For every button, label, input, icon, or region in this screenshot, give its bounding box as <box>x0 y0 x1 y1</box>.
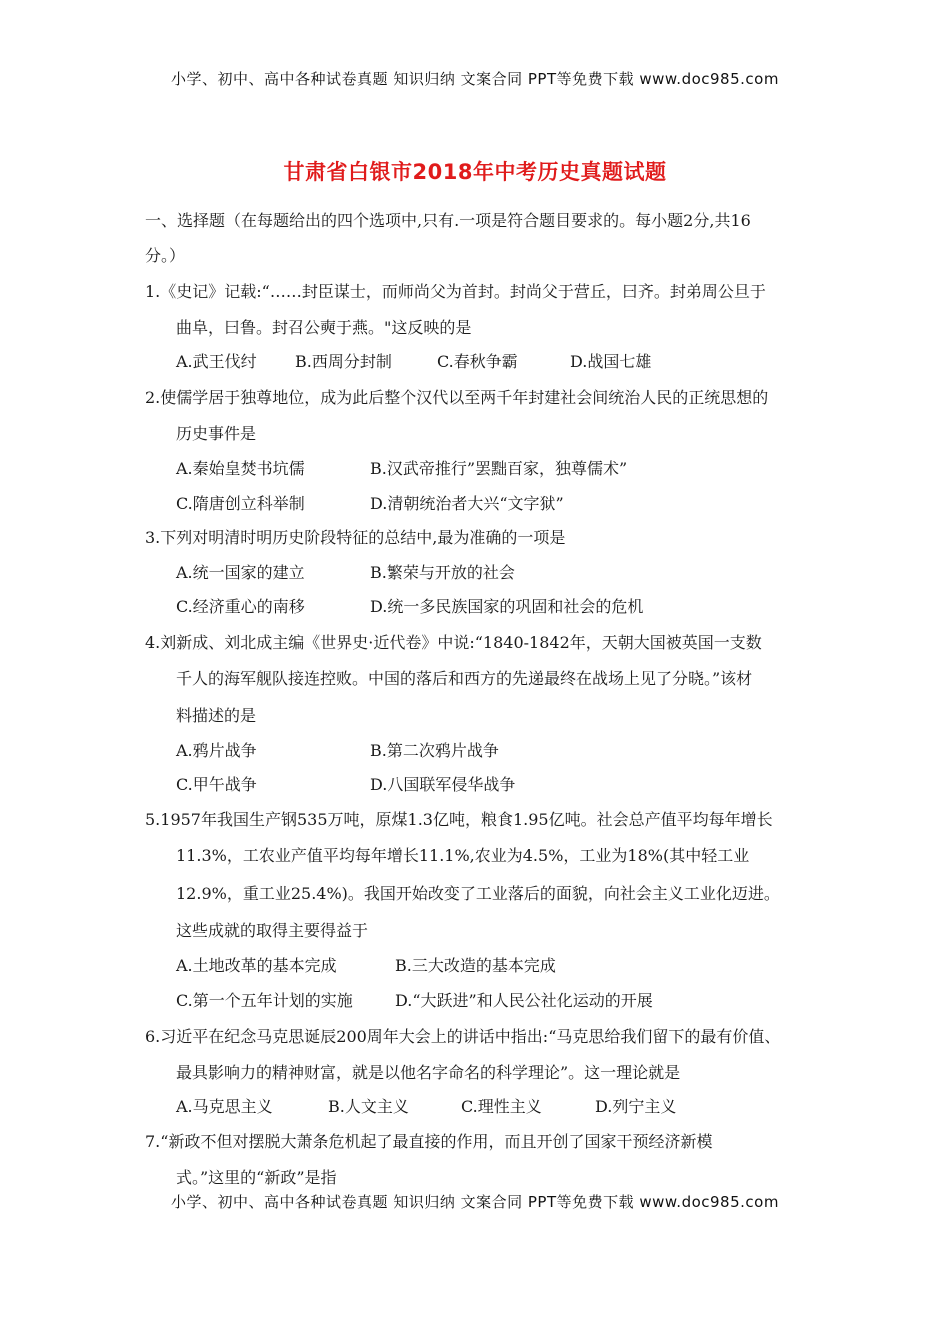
question-6-option-d: D.列宁主义 <box>595 1097 677 1116</box>
question-7-text: 式。”这里的“新政”是指 <box>176 1168 337 1187</box>
question-2-option-c: C.隋唐创立科举制 <box>176 494 305 513</box>
question-1-option-d: D.战国七雄 <box>570 352 652 371</box>
question-5-text: 这些成就的取得主要得益于 <box>176 921 369 940</box>
question-4-option-c: C.甲午战争 <box>176 775 257 794</box>
question-5-option-b: B.三大改造的基本完成 <box>395 956 556 975</box>
page-footer: 小学、初中、高中各种试卷真题 知识归纳 文案合同 PPT等免费下载 www.doc985.com <box>171 1193 779 1211</box>
question-4-text: 千人的海军舰队接连控败。中国的落后和西方的先递最终在战场上见了分晓。”该材 <box>176 669 753 688</box>
question-3-option-d: D.统一多民族国家的巩固和社会的危机 <box>370 597 644 616</box>
question-4-option-b: B.第二次鸦片战争 <box>370 741 499 760</box>
question-6-text: 最具影响力的精神财富，就是以他名字命名的科学理论”。这一理论就是 <box>176 1063 681 1082</box>
question-1-text: 1.《史记》记载:“……封臣谋士，而师尚父为首封。封尚父于营丘，曰齐。封弟周公旦于 <box>145 282 766 301</box>
document-title: 甘肃省白银市2018年中考历史真题试题 <box>283 160 667 184</box>
question-2-option-a: A.秦始皇焚书坑儒 <box>176 459 305 478</box>
question-5-option-d: D.“大跃进”和人民公社化运动的开展 <box>395 991 653 1010</box>
question-6-option-b: B.人文主义 <box>328 1097 409 1116</box>
question-4-text: 4.刘新成、刘北成主编《世界史·近代卷》中说:“1840-1842年，天朝大国被英国一支数 <box>145 633 762 652</box>
question-1-option-b: B.西周分封制 <box>295 352 392 371</box>
section-heading-cont: 分。） <box>145 246 186 265</box>
question-3-option-b: B.繁荣与开放的社会 <box>370 563 515 582</box>
question-3-text: 3.下列对明清时明历史阶段特征的总结中,最为准确的一项是 <box>145 528 566 547</box>
question-6-option-c: C.理性主义 <box>461 1097 542 1116</box>
question-2-text: 历史事件是 <box>176 424 257 443</box>
question-4-option-d: D.八国联军侵华战争 <box>370 775 516 794</box>
question-6-option-a: A.马克思主义 <box>176 1097 273 1116</box>
section-heading: 一、选择题（在每题给出的四个选项中,只有.一项是符合题目要求的。每小题2分,共16 <box>145 211 751 230</box>
question-2-text: 2.使儒学居于独尊地位，成为此后整个汉代以至两千年封建社会间统治人民的正统思想的 <box>145 388 769 407</box>
question-4-text: 料描述的是 <box>176 706 257 725</box>
question-6-text: 6.习近平在纪念马克思诞辰200周年大会上的讲话中指出:“马克思给我们留下的最有价值、 <box>145 1027 781 1046</box>
question-1-option-c: C.春秋争霸 <box>437 352 518 371</box>
question-5-option-c: C.第一个五年计划的实施 <box>176 991 353 1010</box>
question-3-option-a: A.统一国家的建立 <box>176 563 305 582</box>
question-4-option-a: A.鸦片战争 <box>176 741 257 760</box>
question-7-text: 7.“新政不但对摆脱大萧条危机起了最直接的作用，而且开创了国家干预经济新模 <box>145 1132 713 1151</box>
question-1-text: 曲阜，曰鲁。封召公奭于燕。"这反映的是 <box>176 318 472 337</box>
question-5-text: 11.3%，工农业产值平均每年增长11.1%,农业为4.5%，工业为18%(其中轻工业 <box>176 846 750 865</box>
question-2-option-d: D.清朝统治者大兴“文字狱” <box>370 494 564 513</box>
question-3-option-c: C.经济重心的南移 <box>176 597 305 616</box>
question-1-option-a: A.武王伐纣 <box>176 352 257 371</box>
question-5-text: 5.1957年我国生产钢535万吨，原煤1.3亿吨，粮食1.95亿吨。社会总产值平均每年增长 <box>145 810 773 829</box>
question-2-option-b: B.汉武帝推行”罢黜百家，独尊儒术” <box>370 459 628 478</box>
question-5-text: 12.9%，重工业25.4%)。我国开始改变了工业落后的面貌，向社会主义工业化迈进。 <box>176 884 780 903</box>
page-header: 小学、初中、高中各种试卷真题 知识归纳 文案合同 PPT等免费下载 www.doc985.com <box>171 70 779 88</box>
question-5-option-a: A.土地改革的基本完成 <box>176 956 337 975</box>
